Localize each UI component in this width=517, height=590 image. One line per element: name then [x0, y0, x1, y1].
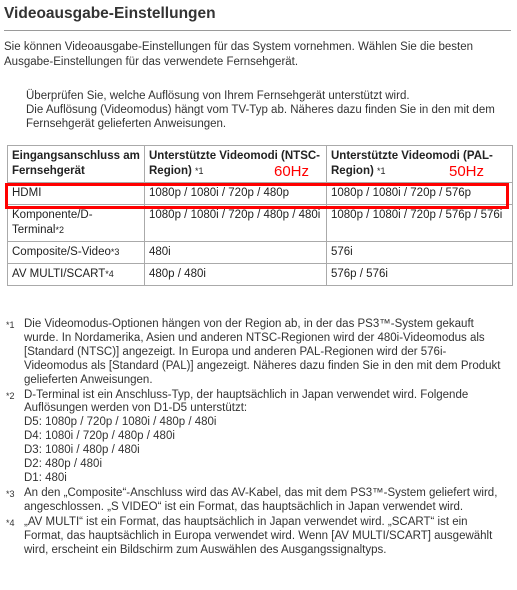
- header-ntsc-modes: Unterstützte Videomodi (NTSC-Region) *1: [145, 146, 327, 183]
- footnote-ref: *1: [377, 166, 386, 176]
- header-input-connector: Eingangsanschluss am Fernsehgerät: [8, 146, 145, 183]
- footnote-ref: *2: [55, 225, 64, 235]
- video-modes-table: [7, 145, 513, 286]
- footnote-mark: *4: [6, 517, 15, 528]
- cell-input: HDMI: [8, 183, 145, 205]
- table-row-av-multi: [8, 264, 513, 286]
- intro-text: Sie können Videoausgabe-Einstellungen für das System vornehmen. Wählen Sie die besten Ausgabe-Einstellungen für das verwendete Fernsehgerät.: [4, 41, 474, 68]
- footnote-mark: *3: [6, 488, 15, 499]
- cell-pal: 576i: [327, 242, 513, 264]
- title-divider: [4, 30, 511, 31]
- cell-ntsc: 480p / 480i: [145, 264, 327, 286]
- cell-input: Composite/S-Video*3: [8, 242, 145, 264]
- note-line-2: Die Auflösung (Videomodus) hängt vom TV-Typ ab. Näheres dazu finden Sie in den mit dem Fernsehgerät gelieferten Anweisungen.: [26, 104, 495, 130]
- note-line-1: Überprüfen Sie, welche Auflösung von Ihrem Fernsehgerät unterstützt wird.: [26, 90, 410, 102]
- footnote-ref: *4: [105, 269, 114, 279]
- footnote-ref: *1: [195, 166, 204, 176]
- footnote-mark: *1: [6, 320, 15, 330]
- ntsc-hz-annotation: 60Hz: [274, 163, 310, 180]
- cell-ntsc: 1080p / 1080i / 720p / 480p: [145, 183, 327, 205]
- d-terminal-line: D4: 1080i / 720p / 480p / 480i: [24, 430, 175, 443]
- footnote-text: Die Videomodus-Optionen hängen von der Region ab, in der das PS3™-System gekauft wurde. In Nordamerika, Asien und anderen NTSC-Regionen wird der 480i-Videomodus als [Standard (NTSC)] angezeigt. In Europa und anderen PAL-Regionen wird der 576i-Videomodus als [Standard (PAL)] angezeigt. Näheres dazu finden Sie in den mit dem Produkt gelieferten Anweisungen.: [24, 318, 501, 386]
- footnote-4: [4, 516, 510, 558]
- cell-input: Komponente/D-Terminal*2: [8, 205, 145, 242]
- d-terminal-line: D5: 1080p / 720p / 1080i / 480p / 480i: [24, 416, 217, 429]
- d-terminal-line: D3: 1080i / 480p / 480i: [24, 444, 140, 457]
- footnotes: [4, 318, 510, 558]
- d-terminal-line: D2: 480p / 480i: [24, 458, 103, 471]
- cell-pal: 1080p / 1080i / 720p / 576p: [327, 183, 513, 205]
- cell-pal: 576p / 576i: [327, 264, 513, 286]
- cell-ntsc: 480i: [145, 242, 327, 264]
- header-pal-modes: Unterstützte Videomodi (PAL-Region) *1: [327, 146, 513, 183]
- footnote-3: [4, 487, 510, 515]
- footnote-text: D-Terminal ist ein Anschluss-Typ, der hauptsächlich in Japan verwendet wird. Folgende Auflösungen werden von D1-D5 unterstützt:: [24, 388, 469, 415]
- footnote-text: An den „Composite“-Anschluss wird das AV-Kabel, das mit dem PS3™-System geliefert wird, angeschlossen. „S VIDEO“ ist ein Format, das hauptsächlich in Japan verwendet wird.: [24, 486, 498, 513]
- hdmi-row-highlight: [5, 183, 509, 209]
- page-title: Videoausgabe-Einstellungen: [4, 5, 216, 22]
- table-header-row: [8, 146, 513, 183]
- pal-hz-annotation: 50Hz: [449, 163, 485, 180]
- footnote-text: „AV MULTI“ ist ein Format, das hauptsächlich in Japan verwendet wird. „SCART“ ist ein Format, das hauptsächlich in Europa verwendet wird. Wenn [AV MULTI/SCART] ausgewählt wird, erscheint ein Bildschirm zum Auswählen des Ausgangssignaltyps.: [24, 515, 493, 556]
- note-block: [26, 89, 506, 131]
- cell-pal: 1080p / 1080i / 720p / 576p / 576i: [327, 205, 513, 242]
- table-row-component: [8, 205, 513, 242]
- cell-ntsc: 1080p / 1080i / 720p / 480p / 480i: [145, 205, 327, 242]
- footnote-ref: *3: [110, 247, 120, 257]
- footnote-1: [4, 318, 510, 388]
- d-terminal-line: D1: 480i: [24, 471, 67, 484]
- footnote-2: [4, 389, 510, 486]
- footnote-mark: *2: [6, 390, 15, 401]
- table-row-composite: [8, 242, 513, 264]
- cell-input: AV MULTI/SCART*4: [8, 264, 145, 286]
